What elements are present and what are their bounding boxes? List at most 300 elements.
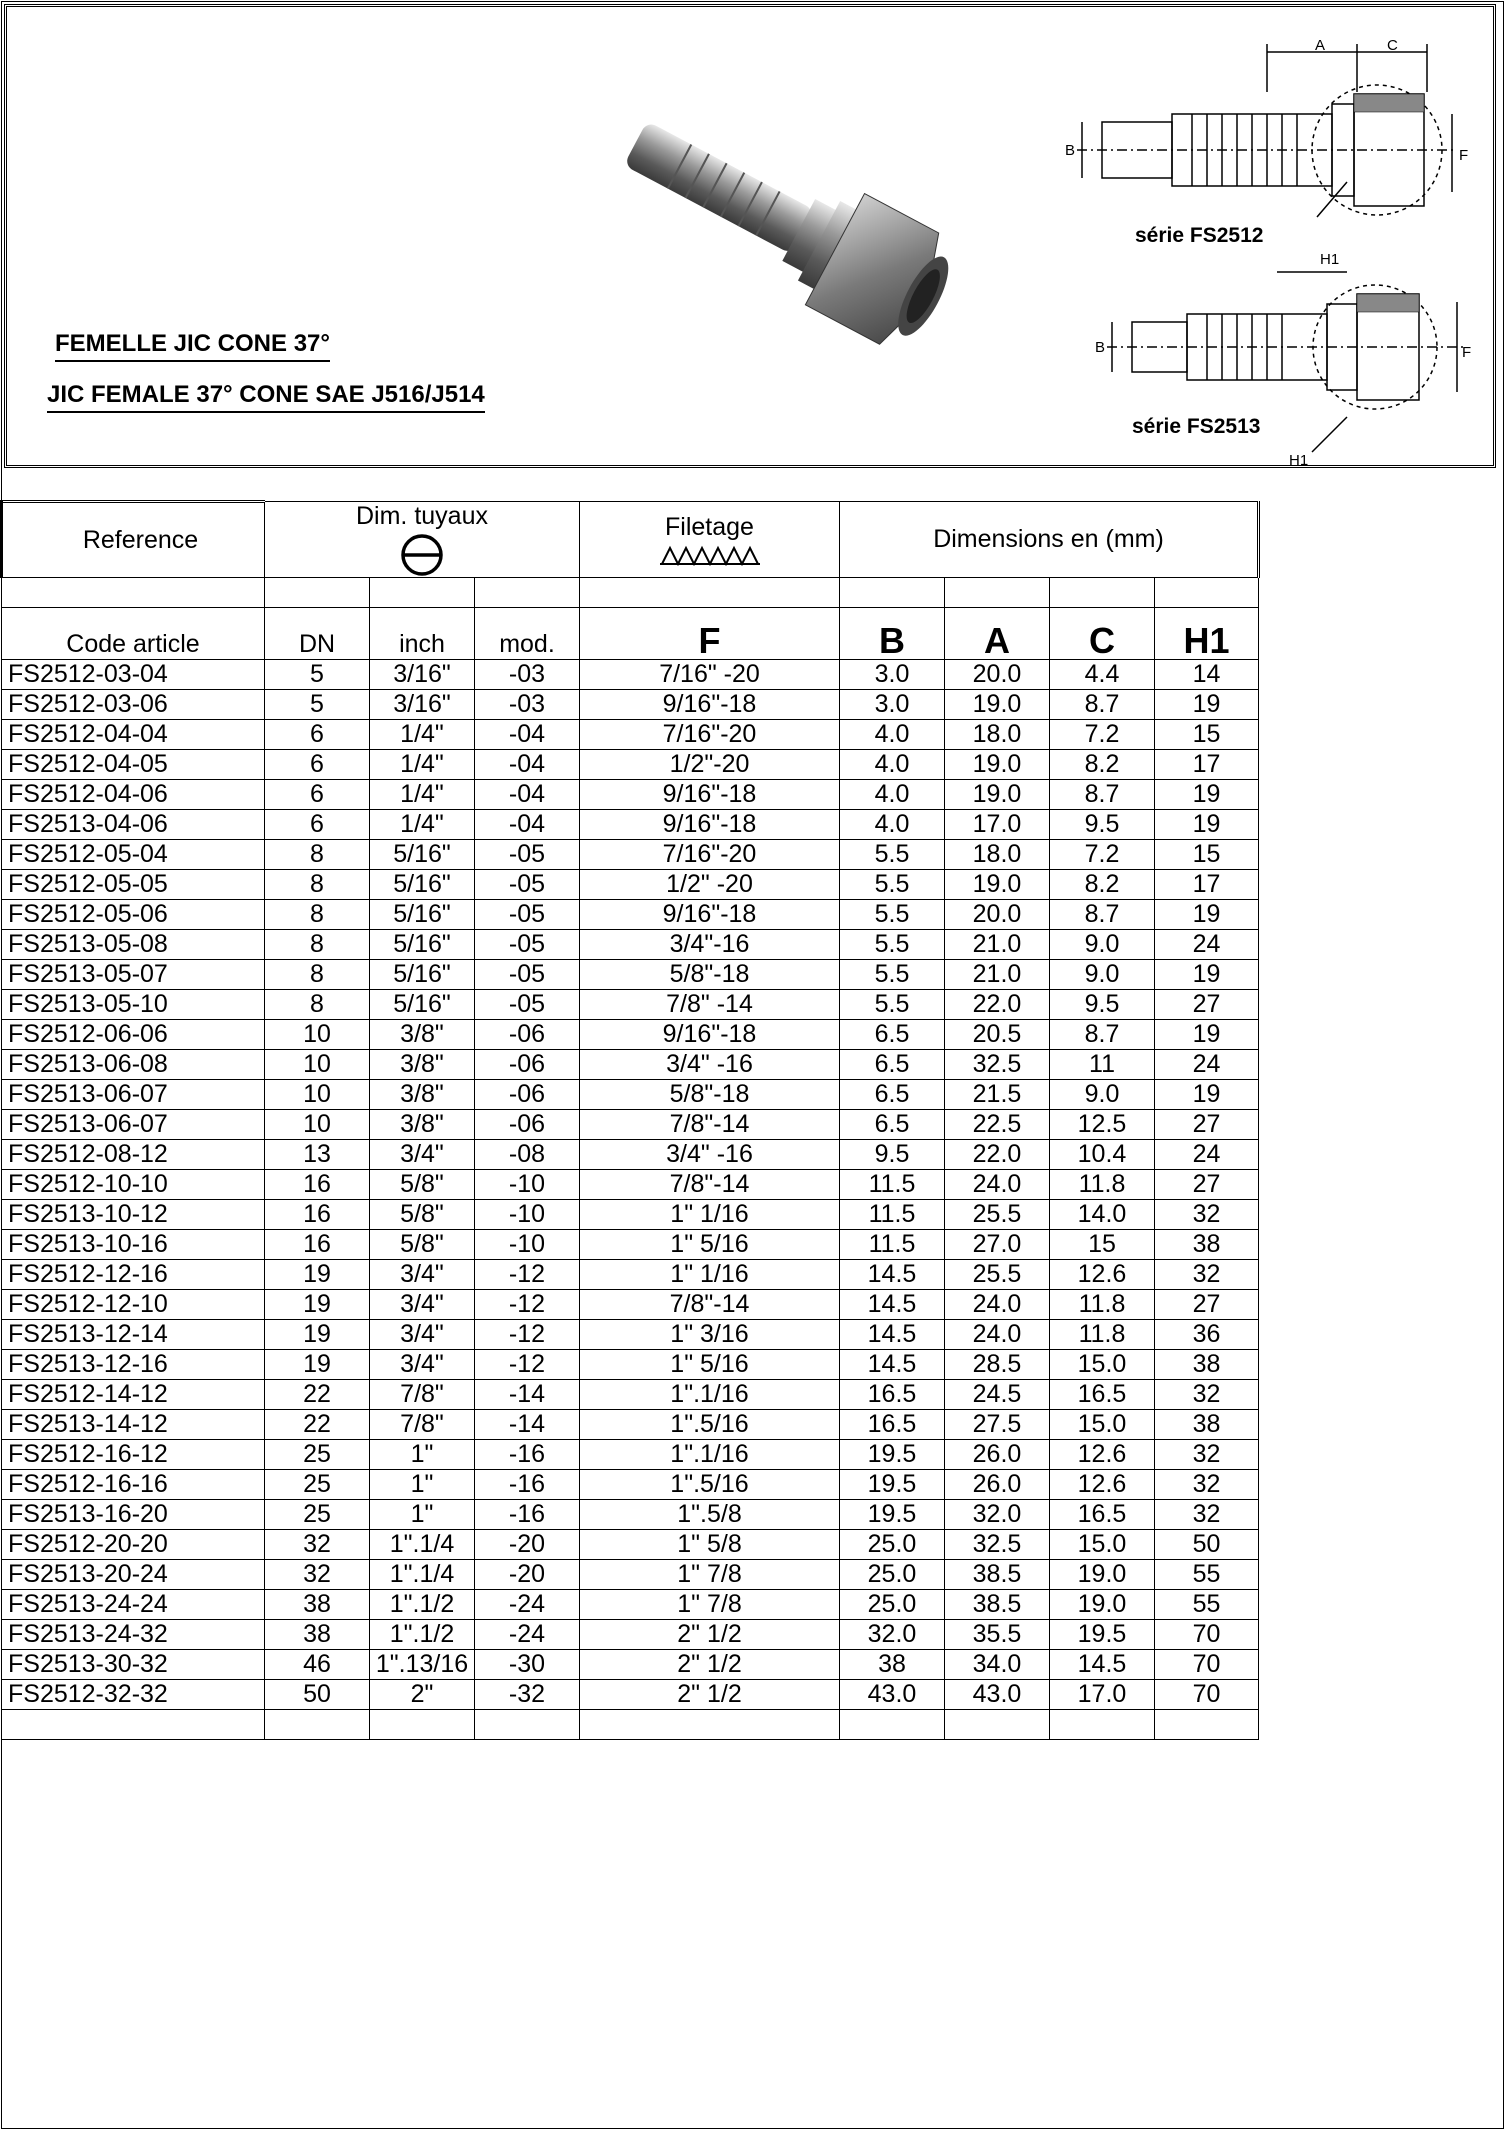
dim-label-f: F — [1459, 147, 1469, 164]
table-row — [2, 930, 1259, 960]
cell-b: 5.5 — [840, 930, 945, 960]
cell-f: 1" 7/8 — [580, 1560, 840, 1590]
table-row — [2, 1440, 1259, 1470]
cell-dn: 25 — [265, 1470, 370, 1500]
cell-mod: -16 — [475, 1470, 580, 1500]
cell-h1: 38 — [1155, 1230, 1259, 1260]
cell-c: 8.7 — [1050, 780, 1155, 810]
table-row — [2, 1650, 1259, 1680]
cell-c: 8.2 — [1050, 750, 1155, 780]
cell-b: 5.5 — [840, 900, 945, 930]
cell-c: 15.0 — [1050, 1410, 1155, 1440]
cell-inch: 7/8" — [370, 1380, 475, 1410]
cell-code: FS2512-04-04 — [2, 720, 265, 750]
cell-mod: -10 — [475, 1200, 580, 1230]
cell-h1: 70 — [1155, 1650, 1259, 1680]
table-row — [2, 960, 1259, 990]
cell-c: 16.5 — [1050, 1500, 1155, 1530]
cell-b: 11.5 — [840, 1230, 945, 1260]
cell-code: FS2513-05-10 — [2, 990, 265, 1020]
cell-code: FS2512-14-12 — [2, 1380, 265, 1410]
cell-mod: -14 — [475, 1410, 580, 1440]
cell-mod: -24 — [475, 1590, 580, 1620]
cell-c: 9.0 — [1050, 930, 1155, 960]
cell-c: 11.8 — [1050, 1320, 1155, 1350]
cell-f: 2" 1/2 — [580, 1620, 840, 1650]
cell-dn: 25 — [265, 1500, 370, 1530]
cell-h1: 36 — [1155, 1320, 1259, 1350]
cell-dn: 19 — [265, 1290, 370, 1320]
cell-inch: 3/4" — [370, 1350, 475, 1380]
cell-f: 9/16"-18 — [580, 1020, 840, 1050]
cell-f: 1/2"-20 — [580, 750, 840, 780]
cell-inch: 3/16" — [370, 660, 475, 690]
cell-inch: 1/4" — [370, 810, 475, 840]
cell-dn: 38 — [265, 1590, 370, 1620]
cell-a: 17.0 — [945, 810, 1050, 840]
cell-dn: 6 — [265, 780, 370, 810]
cell-dn: 46 — [265, 1650, 370, 1680]
table-row — [2, 1230, 1259, 1260]
table-row — [2, 810, 1259, 840]
cell-c: 15.0 — [1050, 1350, 1155, 1380]
cell-f: 1" 3/16 — [580, 1320, 840, 1350]
cell-inch: 5/16" — [370, 900, 475, 930]
cell-h1: 55 — [1155, 1560, 1259, 1590]
table-row — [2, 1620, 1259, 1650]
cell-dn: 22 — [265, 1380, 370, 1410]
cell-a: 24.0 — [945, 1290, 1050, 1320]
group-header-reference: Reference — [2, 502, 265, 578]
cell-mod: -32 — [475, 1680, 580, 1710]
cell-a: 32.0 — [945, 1500, 1050, 1530]
cell-f: 3/4"-16 — [580, 930, 840, 960]
table-row — [2, 1590, 1259, 1620]
group-header-dim-label: Dim. tuyaux — [356, 502, 488, 530]
cell-mod: -14 — [475, 1380, 580, 1410]
col-header-a: A — [945, 608, 1050, 660]
cell-c: 11 — [1050, 1050, 1155, 1080]
cell-c: 9.0 — [1050, 960, 1155, 990]
cell-b: 9.5 — [840, 1140, 945, 1170]
col-header-mod: mod. — [475, 608, 580, 660]
dim-label-f-2: F — [1462, 344, 1472, 361]
col-header-inch: inch — [370, 608, 475, 660]
cell-inch: 3/4" — [370, 1260, 475, 1290]
group-header-dim — [265, 502, 580, 578]
cell-mod: -24 — [475, 1620, 580, 1650]
cell-c: 11.8 — [1050, 1170, 1155, 1200]
cell-a: 26.0 — [945, 1470, 1050, 1500]
cell-f: 7/16"-20 — [580, 840, 840, 870]
cell-c: 12.6 — [1050, 1260, 1155, 1290]
cell-c: 8.7 — [1050, 900, 1155, 930]
cell-mod: -05 — [475, 840, 580, 870]
cell-dn: 19 — [265, 1260, 370, 1290]
cell-b: 5.5 — [840, 960, 945, 990]
cell-h1: 19 — [1155, 900, 1259, 930]
cell-b: 3.0 — [840, 660, 945, 690]
cell-a: 22.0 — [945, 1140, 1050, 1170]
cell-inch: 3/8" — [370, 1050, 475, 1080]
cell-h1: 32 — [1155, 1380, 1259, 1410]
empty-cell — [265, 1710, 370, 1740]
cell-code: FS2512-16-12 — [2, 1440, 265, 1470]
cell-a: 22.5 — [945, 1110, 1050, 1140]
cell-h1: 32 — [1155, 1200, 1259, 1230]
cell-inch: 1" — [370, 1470, 475, 1500]
cell-h1: 32 — [1155, 1440, 1259, 1470]
cell-code: FS2513-12-16 — [2, 1350, 265, 1380]
cell-a: 27.5 — [945, 1410, 1050, 1440]
cell-dn: 8 — [265, 900, 370, 930]
cell-b: 5.5 — [840, 870, 945, 900]
cell-code: FS2513-24-24 — [2, 1590, 265, 1620]
cell-h1: 15 — [1155, 840, 1259, 870]
cell-dn: 10 — [265, 1110, 370, 1140]
cell-b: 14.5 — [840, 1260, 945, 1290]
cell-f: 1".1/16 — [580, 1380, 840, 1410]
cell-c: 7.2 — [1050, 840, 1155, 870]
series-label-fs2512: série FS2512 — [1135, 224, 1264, 247]
cell-mod: -08 — [475, 1140, 580, 1170]
cell-mod: -16 — [475, 1440, 580, 1470]
cell-mod: -03 — [475, 690, 580, 720]
cell-inch: 1/4" — [370, 750, 475, 780]
cell-h1: 70 — [1155, 1680, 1259, 1710]
cell-b: 6.5 — [840, 1110, 945, 1140]
cell-a: 24.0 — [945, 1320, 1050, 1350]
cell-c: 9.0 — [1050, 1080, 1155, 1110]
cell-c: 9.5 — [1050, 990, 1155, 1020]
cell-c: 7.2 — [1050, 720, 1155, 750]
cell-h1: 50 — [1155, 1530, 1259, 1560]
cell-f: 1".5/8 — [580, 1500, 840, 1530]
cell-c: 14.5 — [1050, 1650, 1155, 1680]
table-row — [2, 1380, 1259, 1410]
cell-b: 14.5 — [840, 1350, 945, 1380]
cell-mod: -12 — [475, 1320, 580, 1350]
title-french: FEMELLE JIC CONE 37° — [55, 330, 330, 362]
cell-f: 7/8" -14 — [580, 990, 840, 1020]
cell-mod: -20 — [475, 1530, 580, 1560]
cell-inch: 5/8" — [370, 1230, 475, 1260]
cell-h1: 17 — [1155, 750, 1259, 780]
table-row — [2, 1080, 1259, 1110]
group-header-row — [2, 502, 1259, 578]
cell-mod: -30 — [475, 1650, 580, 1680]
cell-b: 19.5 — [840, 1440, 945, 1470]
cell-a: 21.5 — [945, 1080, 1050, 1110]
table-row — [2, 1320, 1259, 1350]
cell-c: 11.8 — [1050, 1290, 1155, 1320]
table-row — [2, 1170, 1259, 1200]
cell-a: 21.0 — [945, 930, 1050, 960]
table-row — [2, 1260, 1259, 1290]
cell-mod: -06 — [475, 1050, 580, 1080]
cell-dn: 8 — [265, 960, 370, 990]
empty-cell — [945, 1710, 1050, 1740]
header-box — [4, 4, 1496, 468]
spec-table-wrap — [0, 500, 1260, 1740]
table-row — [2, 750, 1259, 780]
cell-code: FS2512-20-20 — [2, 1530, 265, 1560]
cell-h1: 14 — [1155, 660, 1259, 690]
cell-code: FS2513-20-24 — [2, 1560, 265, 1590]
cell-dn: 38 — [265, 1620, 370, 1650]
dim-label-h1: H1 — [1320, 251, 1340, 268]
table-row — [2, 1020, 1259, 1050]
cell-h1: 27 — [1155, 990, 1259, 1020]
cell-f: 9/16"-18 — [580, 780, 840, 810]
cell-h1: 17 — [1155, 870, 1259, 900]
cell-a: 20.0 — [945, 660, 1050, 690]
cell-dn: 6 — [265, 750, 370, 780]
cell-dn: 10 — [265, 1080, 370, 1110]
table-row — [2, 1050, 1259, 1080]
cell-b: 4.0 — [840, 720, 945, 750]
cell-mod: -04 — [475, 780, 580, 810]
table-row — [2, 1140, 1259, 1170]
cell-a: 18.0 — [945, 720, 1050, 750]
cell-code: FS2512-12-10 — [2, 1290, 265, 1320]
cell-c: 8.2 — [1050, 870, 1155, 900]
cell-f: 5/8"-18 — [580, 1080, 840, 1110]
cell-code: FS2513-24-32 — [2, 1620, 265, 1650]
column-header-row — [2, 608, 1259, 660]
cell-a: 20.5 — [945, 1020, 1050, 1050]
cell-a: 24.0 — [945, 1170, 1050, 1200]
cell-f: 1" 5/16 — [580, 1230, 840, 1260]
cell-code: FS2512-06-06 — [2, 1020, 265, 1050]
table-row — [2, 990, 1259, 1020]
cell-dn: 8 — [265, 930, 370, 960]
cell-inch: 3/8" — [370, 1020, 475, 1050]
table-row — [2, 1200, 1259, 1230]
cell-dn: 10 — [265, 1050, 370, 1080]
cell-code: FS2513-14-12 — [2, 1410, 265, 1440]
technical-drawing — [1057, 32, 1487, 472]
cell-code: FS2512-03-04 — [2, 660, 265, 690]
empty-cell — [840, 1710, 945, 1740]
col-header-f: F — [580, 608, 840, 660]
cell-h1: 24 — [1155, 1050, 1259, 1080]
col-header-dn: DN — [265, 608, 370, 660]
cell-a: 43.0 — [945, 1680, 1050, 1710]
cell-f: 9/16"-18 — [580, 810, 840, 840]
cell-dn: 16 — [265, 1200, 370, 1230]
cell-f: 1".5/16 — [580, 1470, 840, 1500]
cell-b: 14.5 — [840, 1290, 945, 1320]
dim-label-h1-2: H1 — [1289, 452, 1309, 469]
cell-code: FS2513-30-32 — [2, 1650, 265, 1680]
cell-a: 25.5 — [945, 1200, 1050, 1230]
cell-mod: -05 — [475, 870, 580, 900]
cell-code: FS2512-03-06 — [2, 690, 265, 720]
cell-inch: 1/4" — [370, 780, 475, 810]
cell-mod: -04 — [475, 750, 580, 780]
cell-h1: 19 — [1155, 810, 1259, 840]
table-row — [2, 720, 1259, 750]
cell-mod: -04 — [475, 720, 580, 750]
cell-f: 7/16"-20 — [580, 720, 840, 750]
cell-h1: 38 — [1155, 1350, 1259, 1380]
cell-b: 11.5 — [840, 1200, 945, 1230]
cell-b: 32.0 — [840, 1620, 945, 1650]
cell-h1: 55 — [1155, 1590, 1259, 1620]
cell-dn: 8 — [265, 990, 370, 1020]
cell-h1: 32 — [1155, 1260, 1259, 1290]
cell-b: 5.5 — [840, 840, 945, 870]
cell-b: 4.0 — [840, 750, 945, 780]
title-english: JIC FEMALE 37° CONE SAE J516/J514 — [47, 381, 485, 413]
cell-b: 6.5 — [840, 1080, 945, 1110]
cell-inch: 5/8" — [370, 1170, 475, 1200]
table-row — [2, 1530, 1259, 1560]
cell-b: 16.5 — [840, 1380, 945, 1410]
cell-inch: 5/16" — [370, 930, 475, 960]
table-row — [2, 900, 1259, 930]
cell-a: 26.0 — [945, 1440, 1050, 1470]
table-row — [2, 870, 1259, 900]
cell-dn: 6 — [265, 810, 370, 840]
cell-a: 18.0 — [945, 840, 1050, 870]
cell-b: 11.5 — [840, 1170, 945, 1200]
cell-h1: 19 — [1155, 1080, 1259, 1110]
cell-c: 8.7 — [1050, 690, 1155, 720]
empty-cell — [370, 1710, 475, 1740]
cell-f: 9/16"-18 — [580, 690, 840, 720]
cell-inch: 1" — [370, 1440, 475, 1470]
cell-dn: 16 — [265, 1170, 370, 1200]
cell-code: FS2513-05-07 — [2, 960, 265, 990]
col-header-c: C — [1050, 608, 1155, 660]
table-row — [2, 690, 1259, 720]
cell-f: 1" 1/16 — [580, 1260, 840, 1290]
circle-diameter-icon — [400, 533, 444, 577]
cell-a: 19.0 — [945, 780, 1050, 810]
cell-b: 6.5 — [840, 1050, 945, 1080]
cell-f: 1/2" -20 — [580, 870, 840, 900]
cell-h1: 24 — [1155, 1140, 1259, 1170]
cell-inch: 1".13/16 — [370, 1650, 475, 1680]
cell-inch: 1".1/2 — [370, 1620, 475, 1650]
table-row — [2, 1290, 1259, 1320]
cell-h1: 19 — [1155, 1020, 1259, 1050]
empty-cell — [2, 1710, 265, 1740]
cell-b: 3.0 — [840, 690, 945, 720]
cell-b: 25.0 — [840, 1590, 945, 1620]
cell-b: 4.0 — [840, 780, 945, 810]
cell-dn: 16 — [265, 1230, 370, 1260]
dim-label-c: C — [1387, 37, 1398, 54]
cell-f: 1".1/16 — [580, 1440, 840, 1470]
cell-b: 16.5 — [840, 1410, 945, 1440]
cell-code: FS2513-10-12 — [2, 1200, 265, 1230]
table-row — [2, 1110, 1259, 1140]
cell-h1: 27 — [1155, 1110, 1259, 1140]
table-row — [2, 780, 1259, 810]
cell-c: 10.4 — [1050, 1140, 1155, 1170]
cell-mod: -05 — [475, 900, 580, 930]
cell-code: FS2512-12-16 — [2, 1260, 265, 1290]
cell-c: 12.6 — [1050, 1440, 1155, 1470]
cell-c: 19.0 — [1050, 1590, 1155, 1620]
cell-dn: 5 — [265, 690, 370, 720]
series-label-fs2513: série FS2513 — [1132, 415, 1261, 438]
table-row — [2, 1500, 1259, 1530]
cell-f: 3/4" -16 — [580, 1050, 840, 1080]
group-header-thread-label: Filetage — [665, 513, 754, 541]
cell-dn: 25 — [265, 1440, 370, 1470]
cell-inch: 7/8" — [370, 1410, 475, 1440]
cell-mod: -16 — [475, 1500, 580, 1530]
empty-cell — [1050, 1710, 1155, 1740]
cell-mod: -12 — [475, 1290, 580, 1320]
cell-dn: 10 — [265, 1020, 370, 1050]
cell-h1: 19 — [1155, 960, 1259, 990]
dim-label-b: B — [1065, 142, 1076, 159]
header-spacer-row — [2, 578, 1259, 608]
cell-mod: -20 — [475, 1560, 580, 1590]
cell-h1: 19 — [1155, 690, 1259, 720]
cell-mod: -03 — [475, 660, 580, 690]
cell-code: FS2512-05-06 — [2, 900, 265, 930]
cell-c: 12.5 — [1050, 1110, 1155, 1140]
cell-mod: -05 — [475, 990, 580, 1020]
cell-b: 6.5 — [840, 1020, 945, 1050]
cell-f: 1" 5/16 — [580, 1350, 840, 1380]
cell-b: 14.5 — [840, 1320, 945, 1350]
table-row — [2, 1470, 1259, 1500]
cell-inch: 1".1/4 — [370, 1560, 475, 1590]
cell-mod: -05 — [475, 930, 580, 960]
cell-h1: 19 — [1155, 780, 1259, 810]
thread-icon — [660, 544, 760, 566]
cell-a: 35.5 — [945, 1620, 1050, 1650]
cell-b: 38 — [840, 1650, 945, 1680]
cell-a: 24.5 — [945, 1380, 1050, 1410]
cell-inch: 5/16" — [370, 990, 475, 1020]
cell-a: 34.0 — [945, 1650, 1050, 1680]
cell-mod: -10 — [475, 1230, 580, 1260]
cell-a: 27.0 — [945, 1230, 1050, 1260]
fitting-illustration — [602, 102, 982, 362]
cell-inch: 1" — [370, 1500, 475, 1530]
cell-f: 9/16"-18 — [580, 900, 840, 930]
cell-code: FS2512-10-10 — [2, 1170, 265, 1200]
table-row — [2, 660, 1259, 690]
cell-inch: 3/4" — [370, 1140, 475, 1170]
cell-dn: 5 — [265, 660, 370, 690]
cell-f: 3/4" -16 — [580, 1140, 840, 1170]
cell-f: 1".5/16 — [580, 1410, 840, 1440]
col-header-h1: H1 — [1155, 608, 1259, 660]
empty-cell — [580, 1710, 840, 1740]
cell-code: FS2512-16-16 — [2, 1470, 265, 1500]
cell-c: 14.0 — [1050, 1200, 1155, 1230]
empty-row — [2, 1710, 1259, 1740]
cell-c: 12.6 — [1050, 1470, 1155, 1500]
group-header-dimensions: Dimensions en (mm) — [840, 502, 1259, 578]
cell-h1: 24 — [1155, 930, 1259, 960]
cell-code: FS2513-06-07 — [2, 1110, 265, 1140]
cell-f: 2" 1/2 — [580, 1680, 840, 1710]
cell-a: 32.5 — [945, 1050, 1050, 1080]
cell-dn: 50 — [265, 1680, 370, 1710]
cell-b: 19.5 — [840, 1470, 945, 1500]
cell-b: 43.0 — [840, 1680, 945, 1710]
